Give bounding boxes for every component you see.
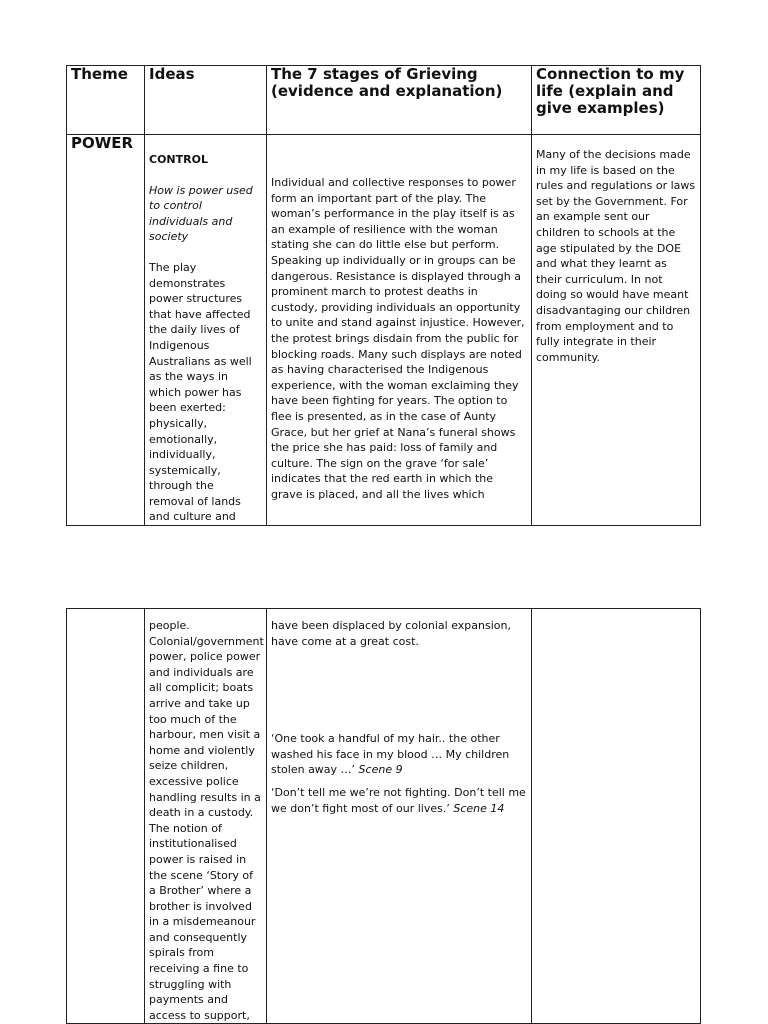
- evidence-paragraph: Individual and collective responses to power form an important part of the play. The woman’s performance in the play itself is as an example of resilience with the woman stating she can do little else but perform. Speaking up individually or in groups can be dangerous. Resistance is displayed through a prominent march to protest deaths in custody, providing individuals an opportunity to unite and stand against injustice. However, the protest brings disdain from the public for blocking roads. Many such displays are noted as having characterised the Indigenous experience, with the woman exclaiming they have been fighting for years. The option to flee is presented, as in the case of Aunty Grace, but her grief at Nana’s funeral shows the price she has paid: loss of family and culture. The sign on the grave ‘for sale’ indicates that the red earth in which the grave is placed, and all the lives which: [271, 176, 525, 501]
- power-row-continued: [67, 609, 701, 1024]
- connection-cell-empty: [532, 609, 701, 1024]
- header-theme: Theme: [67, 66, 145, 135]
- header-row: [67, 66, 701, 135]
- header-stages: The 7 stages of Grieving (evidence and explanation): [267, 66, 532, 135]
- power-row: [67, 135, 701, 526]
- ideas-heading: CONTROL: [149, 153, 208, 166]
- theme-cell-empty: [67, 609, 145, 1024]
- scene-14-ref: Scene 14: [453, 801, 505, 815]
- connection-paragraph: Many of the decisions made in my life is based on the rules and regulations or laws set by the Government. For an example sent our children to schools at the age stipulated by the DOE and what they learnt as their curriculum. In not doing so would have meant disadvantaging our children from employment and to fully integrate in their community.: [536, 148, 696, 364]
- ideas-cell-continued: [145, 609, 267, 1024]
- ideas-paragraph-continued: people. Colonial/government power, police power and individuals are all complicit; boats arrive and take up too much of the harbour, men visit a home and violently seize children, excessive police handling results in a death in a custody. The notion of institutionalised power is raised in the scene ‘Story of a Brother’ where a brother is involved in a misdemeanour and consequently spirals from receiving a fine to struggling with payments and access to support,: [149, 619, 264, 1022]
- quote-scene-14: ‘Don’t tell me we’re not fighting. Don’t tell me we don’t fight most of our lives.’ Scene 14: [271, 785, 526, 815]
- ideas-cell: [145, 135, 267, 526]
- theme-power: POWER: [67, 135, 145, 526]
- connection-cell: [532, 135, 701, 526]
- grieving-table-part2: [66, 608, 701, 1024]
- evidence-cell: [267, 135, 532, 526]
- ideas-paragraph: The play demonstrates power structures that have affected the daily lives of Indigenous Australians as well as the ways in which power has been exerted: physically, emotionally, individually, systemically, through the removal of lands and culture and: [149, 260, 252, 524]
- grieving-table-part1: [66, 65, 701, 526]
- evidence-cell-continued: [267, 609, 532, 1024]
- header-connection: Connection to my life (explain and give examples): [532, 66, 701, 135]
- quote-scene-9: ‘One took a handful of my hair.. the other washed his face in my blood … My children stolen away …’ Scene 9: [271, 732, 510, 777]
- header-ideas: Ideas: [145, 66, 267, 135]
- ideas-question: How is power used to control individuals and society: [149, 183, 253, 244]
- evidence-paragraph-continued: have been displaced by colonial expansion, have come at a great cost.: [271, 619, 511, 648]
- scene-9-ref: Scene 9: [358, 763, 403, 777]
